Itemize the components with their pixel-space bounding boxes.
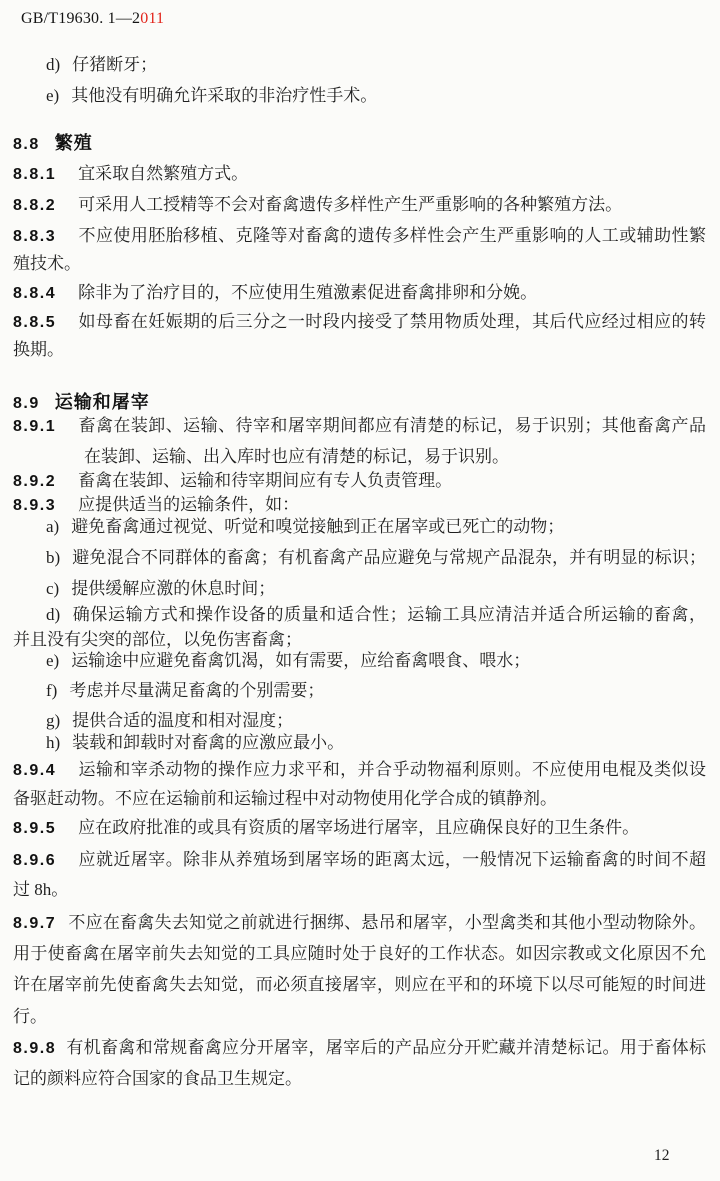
clause-text: 畜禽在装卸、运输、待宰和屠宰期间都应有清楚的标记，易于识别；其他畜禽产品 xyxy=(78,416,706,435)
clause-number: 8.8.2 xyxy=(13,197,57,214)
standard-code-red: 011 xyxy=(140,10,165,27)
clause-8-9-1-line-2: 在装卸、运输、出入库时也应有清楚的标记，易于识别。 xyxy=(84,447,509,466)
list-marker: f) xyxy=(46,681,58,700)
section-heading-8-9 xyxy=(13,390,706,416)
clause-text: 宜采取自然繁殖方式。 xyxy=(78,164,249,183)
list-item-b xyxy=(13,546,706,570)
list-text: 避免畜禽通过视觉、听觉和嗅觉接触到正在屠宰或已死亡的动物； xyxy=(71,517,565,536)
list-item-d-line-2: 并且没有尖突的部位，以免伤害畜禽； xyxy=(13,630,302,649)
clause-8-9-1-line-1 xyxy=(13,414,706,439)
clause-8-9-7-line-2: 用于使畜禽在屠宰前失去知觉的工具应随时处于良好的工作状态。如因宗教或文化原因不允 xyxy=(13,944,706,963)
clause-8-9-6-line-1 xyxy=(13,848,706,873)
clause-8-9-6-line-2: 过 8h。 xyxy=(13,880,69,899)
clause-text: 应就近屠宰。除非从养殖场到屠宰场的距离太远，一般情况下运输畜禽的时间不超 xyxy=(78,850,706,869)
clause-8-8-4 xyxy=(13,281,706,306)
list-marker: b) xyxy=(46,548,61,567)
clause-number: 8.9.5 xyxy=(13,820,57,837)
clause-text: 可采用人工授精等不会对畜禽遗传多样性产生严重影响的各种繁殖方法。 xyxy=(78,195,623,214)
standard-code-black: GB/T19630. 1—2 xyxy=(21,10,141,27)
clause-8-9-4-line-1 xyxy=(13,758,706,783)
clause-text: 应提供适当的运输条件，如： xyxy=(78,495,300,514)
clause-number: 8.9.3 xyxy=(13,497,57,514)
clause-text: 不应使用胚胎移植、克隆等对畜禽的遗传多样性会产生严重影响的人工或辅助性繁 xyxy=(78,226,706,245)
section-heading-8-8 xyxy=(13,131,706,157)
list-marker: e) xyxy=(46,651,60,670)
section-title: 运输和屠宰 xyxy=(54,392,150,412)
clause-number: 8.8.1 xyxy=(13,166,57,183)
list-item-f xyxy=(13,679,706,703)
section-number: 8.9 xyxy=(13,395,40,412)
clause-8-8-3-line-2: 殖技术。 xyxy=(13,254,81,273)
clause-number: 8.9.7 xyxy=(13,915,57,932)
clause-8-9-7-line-4: 行。 xyxy=(13,1007,47,1026)
clause-number: 8.8.4 xyxy=(13,285,57,302)
list-marker: c) xyxy=(46,579,60,598)
clause-number: 8.8.3 xyxy=(13,228,57,245)
list-text: 提供缓解应激的休息时间； xyxy=(71,579,276,598)
clause-number: 8.8.5 xyxy=(13,314,57,331)
clause-8-9-4-line-2: 备驱赶动物。不应在运输前和运输过程中对动物使用化学合成的镇静剂。 xyxy=(13,789,557,808)
list-text: 确保运输方式和操作设备的质量和适合性；运输工具应清洁并适合所运输的畜禽， xyxy=(72,605,706,624)
list-item-h xyxy=(13,731,706,755)
clause-8-9-8-line-2: 记的颜料应符合国家的食品卫生规定。 xyxy=(13,1069,302,1088)
list-marker: g) xyxy=(46,711,61,730)
list-text: 提供合适的温度和相对湿度； xyxy=(72,711,294,730)
list-item-e-surgery xyxy=(13,84,706,108)
clause-number: 8.9.1 xyxy=(13,418,57,435)
list-item-d-line-1 xyxy=(13,603,706,627)
clause-text: 不应在畜禽失去知觉之前就进行捆绑、悬吊和屠宰，小型禽类和其他小型动物除外。 xyxy=(68,913,706,932)
list-text: 其他没有明确允许采取的非治疗性手术。 xyxy=(71,86,378,105)
clause-8-9-7-line-3: 许在屠宰前先使畜禽失去知觉，而必须直接屠宰，则应在平和的环境下以尽可能短的时间进 xyxy=(13,975,706,994)
clause-8-8-2 xyxy=(13,193,706,218)
list-item-d-teeth xyxy=(13,53,706,77)
list-item-e xyxy=(13,649,706,673)
section-number: 8.8 xyxy=(13,136,40,153)
clause-text: 运输和宰杀动物的操作应力求平和，并合乎动物福利原则。不应使用电棍及类似设 xyxy=(78,760,706,779)
clause-8-8-1 xyxy=(13,162,706,187)
list-item-c xyxy=(13,577,706,601)
list-marker: e) xyxy=(46,86,60,105)
list-text: 仔猪断牙； xyxy=(72,55,158,74)
list-item-g xyxy=(13,709,706,733)
clause-8-8-5-line-2: 换期。 xyxy=(13,340,64,359)
standard-code-header xyxy=(21,10,164,28)
list-marker: d) xyxy=(46,605,61,624)
clause-8-9-8-line-1 xyxy=(13,1036,706,1061)
clause-text: 有机畜禽和常规畜禽应分开屠宰，屠宰后的产品应分开贮藏并清楚标记。用于畜体标 xyxy=(66,1038,706,1057)
clause-8-9-7-line-1 xyxy=(13,911,706,936)
list-text: 考虑并尽量满足畜禽的个别需要； xyxy=(69,681,325,700)
clause-text: 如母畜在妊娠期的后三分之一时段内接受了禁用物质处理，其后代应经过相应的转 xyxy=(78,312,706,331)
list-marker: d) xyxy=(46,55,61,74)
clause-8-9-5 xyxy=(13,816,706,841)
clause-8-8-5-line-1 xyxy=(13,310,706,335)
clause-text: 畜禽在装卸、运输和待宰期间应有专人负责管理。 xyxy=(78,471,453,490)
clause-text: 除非为了治疗目的，不应使用生殖激素促进畜禽排卵和分娩。 xyxy=(78,283,538,302)
list-marker: h) xyxy=(46,733,61,752)
clause-number: 8.9.8 xyxy=(13,1040,57,1057)
list-text: 避免混合不同群体的畜禽；有机畜禽产品应避免与常规产品混杂，并有明显的标识； xyxy=(72,548,706,567)
list-text: 运输途中应避免畜禽饥渴，如有需要，应给畜禽喂食、喂水； xyxy=(71,651,531,670)
clause-number: 8.9.6 xyxy=(13,852,57,869)
clause-8-9-2 xyxy=(13,469,706,494)
clause-8-8-3-line-1 xyxy=(13,224,706,249)
clause-number: 8.9.2 xyxy=(13,473,57,490)
list-item-a xyxy=(13,515,706,539)
list-text: 装载和卸载时对畜禽的应激应最小。 xyxy=(72,733,345,752)
clause-text: 应在政府批准的或具有资质的屠宰场进行屠宰，且应确保良好的卫生条件。 xyxy=(78,818,640,837)
section-title: 繁殖 xyxy=(54,133,93,153)
list-marker: a) xyxy=(46,517,60,536)
clause-number: 8.9.4 xyxy=(13,762,57,779)
page-number: 12 xyxy=(654,1147,670,1164)
